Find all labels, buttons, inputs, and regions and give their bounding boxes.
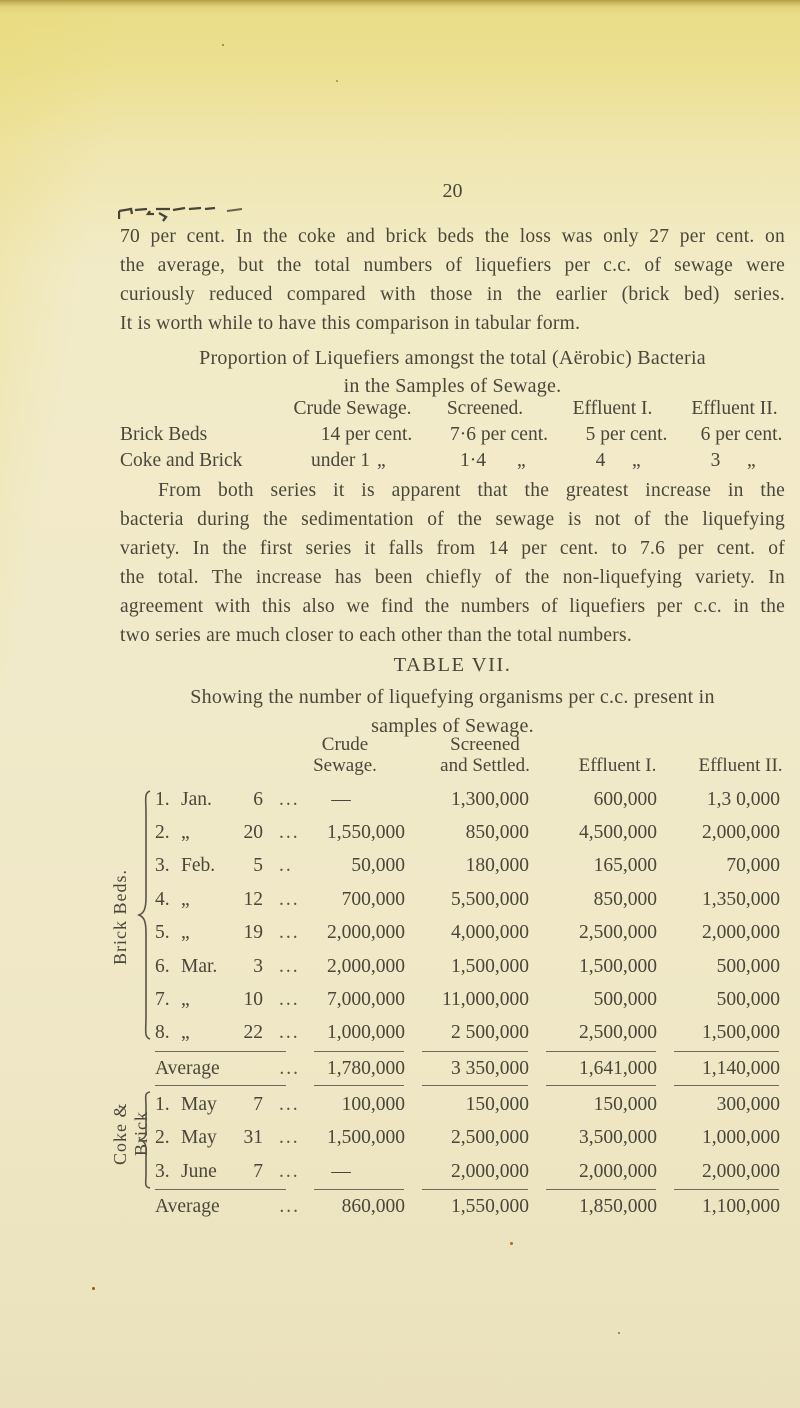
- value: 1·4: [460, 450, 486, 471]
- cell-effluent1: 165,000: [593, 855, 657, 877]
- cell-effluent1: 3,500,000: [579, 1127, 657, 1149]
- table7-header-crude-line2: Sewage.: [313, 755, 377, 776]
- cell-effluent2: 2,000,000: [702, 822, 780, 844]
- paragraph1-line3: curiously reduced compared with those in the earlier (brick bed) series.: [120, 284, 785, 305]
- row-dots: ...: [279, 1022, 300, 1044]
- average-row-label: [155, 1192, 300, 1222]
- proportion-row-brick: [120, 422, 785, 448]
- row-month: May: [181, 1127, 217, 1149]
- proportion-header-crude: Crude Sewage.: [293, 398, 412, 419]
- paragraph-2: [120, 476, 785, 650]
- paragraph1-line4: It is worth while to have this comparison in tabular form.: [120, 313, 581, 334]
- cell-effluent1: 850,000: [593, 888, 657, 910]
- cell-crude: 2,000,000: [327, 955, 405, 977]
- row-seq: 2.: [155, 1127, 170, 1149]
- table-row-label: [155, 816, 300, 849]
- row-month: Jan.: [181, 788, 212, 810]
- average-screened: 3 350,000: [451, 1058, 529, 1080]
- proportion-table: [120, 396, 785, 474]
- row-seq: 5.: [155, 922, 170, 944]
- cell-effluent2: 1,500,000: [702, 1022, 780, 1044]
- cell-effluent1: 500,000: [593, 989, 657, 1011]
- cell-screened: 11,000,000: [441, 989, 529, 1011]
- cell-effluent2: 2,000,000: [702, 1160, 780, 1182]
- row-seq: 1.: [155, 788, 170, 810]
- paper-speck: [336, 80, 338, 82]
- row-seq: 7.: [155, 989, 170, 1011]
- cell-effluent2: 500,000: [716, 989, 780, 1011]
- cell-crude: 100,000: [341, 1093, 405, 1115]
- cell-crude: —: [331, 788, 351, 810]
- average-effluent2: 1,100,000: [702, 1196, 780, 1218]
- table-row-label: [155, 850, 300, 883]
- cell-effluent1: 2,500,000: [579, 1022, 657, 1044]
- coke-brick-group-label: Coke & Brick: [110, 1102, 151, 1166]
- average-screened: 1,550,000: [451, 1196, 529, 1218]
- paragraph2-line2: bacteria during the sedimentation of the sewage is not of the liquefying: [120, 509, 785, 530]
- proportion-header-effluent1: Effluent I.: [572, 398, 653, 419]
- proportion-table-title: Proportion of Liquefiers amongst the total (Aërobic) Bacteria: [199, 347, 706, 369]
- row-day: 31: [243, 1127, 263, 1149]
- ditto-mark: „: [517, 450, 526, 471]
- cell-crude: 7,000,000: [327, 989, 405, 1011]
- row-seq: 2.: [155, 822, 170, 844]
- row-day: 19: [243, 922, 263, 944]
- row-seq: 1.: [155, 1093, 170, 1115]
- row-dots: ...: [279, 1093, 300, 1115]
- table-row-label: [155, 1155, 300, 1188]
- ditto-mark: „: [632, 450, 641, 471]
- row-dots: ...: [279, 955, 300, 977]
- cell-crude: 50,000: [351, 855, 405, 877]
- coke-brick-brace: [137, 1090, 151, 1195]
- average-effluent1: 1,850,000: [579, 1196, 657, 1218]
- table-row-label: [155, 1017, 300, 1050]
- proportion-coke-effluent1: [555, 450, 670, 472]
- row-day: 7: [253, 1160, 263, 1182]
- row-dots: ...: [279, 788, 300, 810]
- paragraph2-line4: the total. The increase has been chiefly of the non-liquefying variety. In: [120, 567, 785, 588]
- average-crude: 1,780,000: [327, 1058, 405, 1080]
- table7-header-screened: [420, 734, 550, 776]
- proportion-coke-screened: [415, 450, 555, 472]
- paper-speck: [510, 1242, 513, 1245]
- row-dots: ...: [279, 1127, 300, 1149]
- paper-speck: [222, 44, 224, 46]
- proportion-coke-effluent2: [670, 450, 785, 472]
- cell-screened: 2,500,000: [451, 1127, 529, 1149]
- brick-beds-group-label: Brick Beds.: [110, 869, 130, 965]
- cell-effluent2: 1,350,000: [702, 888, 780, 910]
- row-dots: ...: [279, 888, 300, 910]
- table7-subtitle-line1: Showing the number of liquefying organisms per c.c. present in: [190, 686, 715, 708]
- table-row-label: [155, 1122, 300, 1155]
- cell-effluent2: 500,000: [716, 955, 780, 977]
- paper-speck: [92, 1287, 95, 1290]
- table-row-label: [155, 950, 300, 983]
- row-day: 3: [253, 955, 263, 977]
- cell-effluent1: 2,000,000: [579, 1160, 657, 1182]
- row-month: „: [181, 888, 190, 910]
- row-dots: ...: [279, 989, 300, 1011]
- row-day: 22: [243, 1022, 263, 1044]
- cell-effluent2: 1,3 0,000: [706, 788, 780, 810]
- page-number: 20: [442, 180, 463, 202]
- proportion-row-coke: [120, 448, 785, 474]
- cell-screened: 2 500,000: [451, 1022, 529, 1044]
- table7-header-screened-line2: and Settled.: [440, 755, 530, 776]
- cell-effluent2: 2,000,000: [702, 922, 780, 944]
- row-seq: 4.: [155, 888, 170, 910]
- cell-screened: 150,000: [465, 1093, 529, 1115]
- proportion-header-effluent2: Effluent II.: [691, 398, 778, 419]
- cell-effluent1: 4,500,000: [579, 822, 657, 844]
- cell-screened: 5,500,000: [451, 888, 529, 910]
- cell-screened: 1,300,000: [451, 788, 529, 810]
- row-day: 12: [243, 888, 263, 910]
- cell-crude: 1,500,000: [327, 1127, 405, 1149]
- average-effluent2: 1,140,000: [702, 1058, 780, 1080]
- cell-screened: 850,000: [465, 822, 529, 844]
- average-row-label: [155, 1054, 300, 1084]
- table7-title: TABLE VII.: [393, 654, 512, 676]
- table7-header-crude: [290, 734, 400, 776]
- proportion-header-screened: Screened.: [446, 398, 524, 419]
- paragraph1-line1: 70 per cent. In the coke and brick beds the loss was only 27 per cent. on: [120, 226, 785, 247]
- value: 3: [710, 450, 721, 471]
- cell-effluent1: 150,000: [593, 1093, 657, 1115]
- table-row-label: [155, 783, 300, 816]
- row-month: May: [181, 1093, 217, 1115]
- average-crude: 860,000: [341, 1196, 405, 1218]
- proportion-table-subtitle: in the Samples of Sewage.: [343, 375, 562, 397]
- table-row-label: [155, 917, 300, 950]
- cell-screened: 4,000,000: [451, 922, 529, 944]
- row-dots: ...: [279, 1058, 300, 1080]
- proportion-brick-effluent1: 5 per cent.: [585, 424, 668, 445]
- row-month: „: [181, 989, 190, 1011]
- paragraph1-line2: the average, but the total numbers of liquefiers per c.c. of sewage were: [120, 255, 785, 276]
- row-day: 20: [243, 822, 263, 844]
- table7-header-screened-line1: Screened: [450, 734, 520, 755]
- row-dots: ..: [279, 855, 293, 877]
- proportion-header-row: [120, 396, 785, 422]
- average-effluent1: 1,641,000: [579, 1058, 657, 1080]
- cell-crude: 1,550,000: [327, 822, 405, 844]
- table7-grid: [155, 783, 783, 1222]
- value: under 1: [310, 450, 371, 471]
- cell-crude: —: [331, 1160, 351, 1182]
- row-seq: 6.: [155, 955, 170, 977]
- row-seq: 3.: [155, 855, 170, 877]
- cell-effluent2: 70,000: [726, 855, 780, 877]
- proportion-row-brick-label: Brick Beds: [120, 424, 208, 445]
- row-day: 5: [253, 855, 263, 877]
- cell-screened: 1,500,000: [451, 955, 529, 977]
- row-month: „: [181, 922, 190, 944]
- row-dots: ...: [279, 1196, 300, 1218]
- cell-effluent2: 300,000: [716, 1093, 780, 1115]
- cell-effluent1: 600,000: [593, 788, 657, 810]
- proportion-brick-effluent2: 6 per cent.: [700, 424, 783, 445]
- proportion-row-coke-label: Coke and Brick: [120, 450, 243, 471]
- table-row-label: [155, 983, 300, 1016]
- cell-effluent1: 2,500,000: [579, 922, 657, 944]
- proportion-coke-crude: [290, 450, 415, 472]
- ditto-mark: „: [377, 450, 386, 471]
- row-seq: 3.: [155, 1160, 170, 1182]
- value: 4: [595, 450, 606, 471]
- paper-speck: [618, 1332, 620, 1334]
- row-day: 10: [243, 989, 263, 1011]
- row-month: June: [181, 1160, 217, 1182]
- table7-header-crude-line1: Crude: [321, 734, 369, 755]
- paragraph2-line1: From both series it is apparent that the greatest increase in the: [158, 480, 785, 501]
- average-word: Average: [155, 1196, 220, 1218]
- cell-screened: 2,000,000: [451, 1160, 529, 1182]
- brick-beds-brace: [137, 789, 151, 1046]
- cell-crude: 1,000,000: [327, 1022, 405, 1044]
- table-row-label: [155, 883, 300, 916]
- cell-effluent2: 1,000,000: [702, 1127, 780, 1149]
- row-day: 7: [253, 1093, 263, 1115]
- ditto-mark: „: [747, 450, 756, 471]
- proportion-brick-screened: 7·6 per cent.: [450, 424, 548, 445]
- row-month: „: [181, 822, 190, 844]
- row-day: 6: [253, 788, 263, 810]
- row-dots: ...: [279, 1160, 300, 1182]
- proportion-brick-crude: 14 per cent.: [320, 424, 413, 445]
- row-month: Mar.: [181, 955, 218, 977]
- cell-screened: 180,000: [465, 855, 529, 877]
- cell-crude: 700,000: [341, 888, 405, 910]
- average-word: Average: [155, 1058, 220, 1080]
- row-dots: ...: [279, 922, 300, 944]
- cell-crude: 2,000,000: [327, 922, 405, 944]
- paragraph2-line6: two series are much closer to each other than the total numbers.: [120, 625, 632, 646]
- row-month: Feb.: [181, 855, 216, 877]
- row-seq: 8.: [155, 1022, 170, 1044]
- paragraph2-line5: agreement with this also we find the numbers of liquefiers per c.c. in the: [120, 596, 785, 617]
- row-dots: ...: [279, 822, 300, 844]
- row-month: „: [181, 1022, 190, 1044]
- table7-header-effluent1: Effluent I.: [578, 755, 657, 776]
- table-row-label: [155, 1088, 300, 1121]
- table7-subtitle-line2: samples of Sewage.: [371, 715, 534, 737]
- cell-effluent1: 1,500,000: [579, 955, 657, 977]
- paragraph-1: [120, 222, 785, 338]
- paragraph2-line3: variety. In the first series it falls from 14 per cent. to 7.6 per cent. of: [120, 538, 785, 559]
- table7-header-effluent2: Effluent II.: [698, 755, 783, 776]
